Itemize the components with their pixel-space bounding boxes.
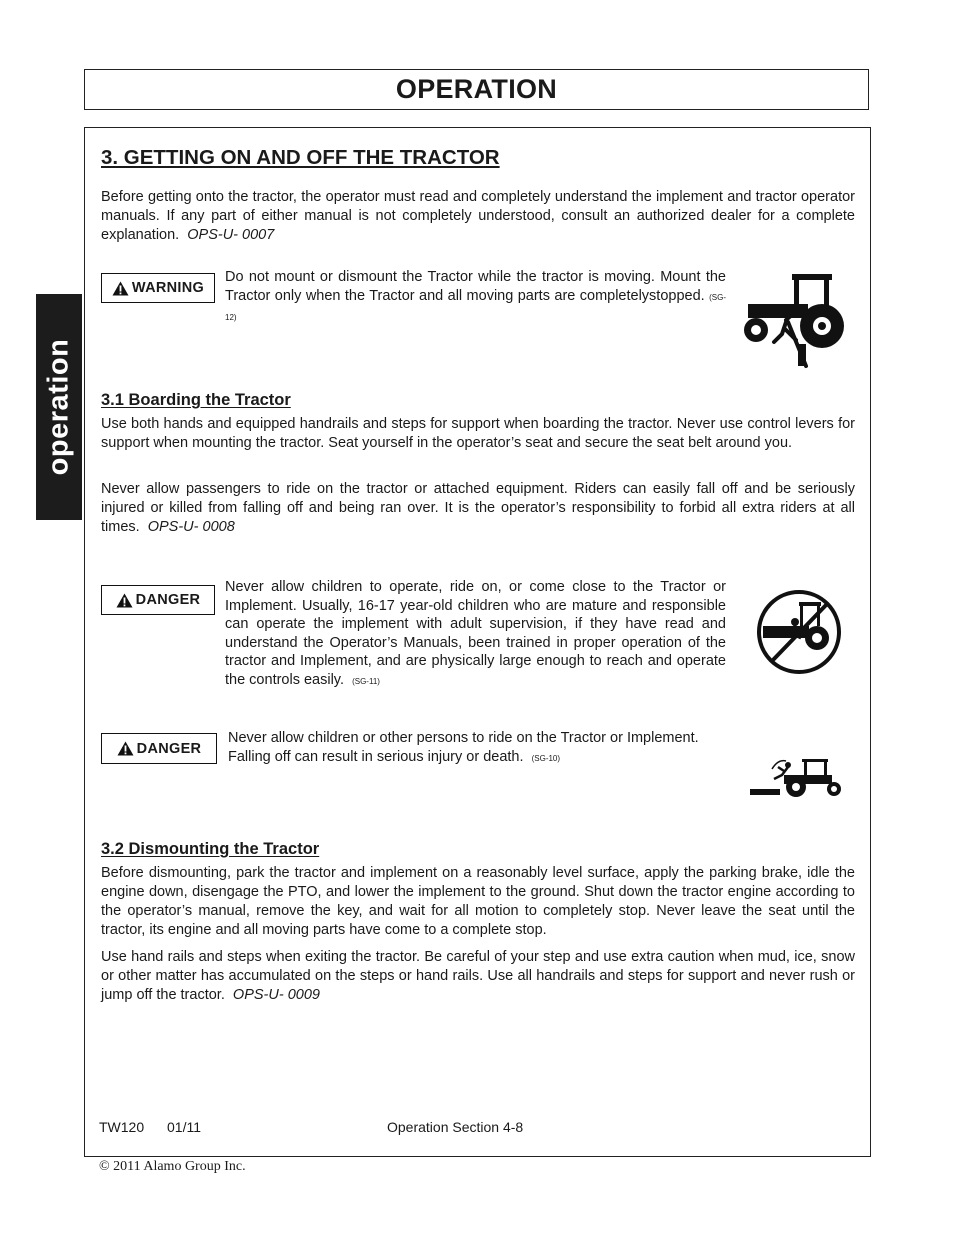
footer-section: Operation Section 4-8 [387,1119,524,1135]
warning-triangle-icon [112,281,129,296]
boarding-p2-text: Never allow passengers to ride on the tractor or attached equipment. Riders can easily fall off and be seriously injured or killed from falling off and being ran over. It is the operator’s responsibility to forbid all extra riders at all times. [101,481,855,535]
side-tab-label: operation [42,338,75,476]
dismounting-paragraph-2 [101,948,855,1005]
warning-label [101,273,215,303]
dismounting-paragraph-1: Before dismounting, park the tractor and implement on a reasonably level surface, apply the parking brake, idle the engine down, disengage the PTO, and lower the implement to the ground. Shut down the tractor engine according to the operator’s manual, remove the key, and wait for all motion to completely stop. Never leave the seat until the tractor, its engine and all moving parts have come to a complete stop. [101,865,855,938]
danger-label-2-text: DANGER [136,740,202,757]
danger-2-ref: (SG-10) [531,753,561,763]
warning-text [225,268,726,328]
danger-label-1 [101,585,215,615]
dismounting-ref: OPS-U- 0009 [232,987,320,1003]
danger-text-2 [228,729,733,768]
copyright: © 2011 Alamo Group Inc. [99,1159,246,1174]
page-header [84,69,869,110]
tractor-dismount-icon [742,268,846,370]
boarding-paragraph-1: Use both hands and equipped handrails and steps for support when boarding the tractor. Never use control levers for support when mounting the tractor. Seat yourself in the operator’s seat and secure the seat belt around you. [101,416,855,451]
intro-text: Before getting onto the tractor, the operator must read and completely understand the implement and tractor operator manuals. If any part of either manual is not completely understood, consult an authorized dealer for a complete explanation. [101,189,855,243]
warning-triangle-icon [116,593,133,608]
warning-body: Do not mount or dismount the Tractor while the tractor is moving. Mount the Tractor only when the Tractor and all moving parts are completelystopped. [225,269,726,304]
side-tab [36,294,82,520]
boarding-paragraph-2 [101,480,855,537]
danger-2-body: Never allow children or other persons to ride on the Tractor or Implement. Falling off can result in serious injury or death. [228,730,699,765]
section-title: 3. GETTING ON AND OFF THE TRACTOR [101,146,500,169]
danger-1-ref: (SG-11) [352,676,380,686]
warning-ref: (SG-12) [225,292,726,322]
danger-1-body: Never allow children to operate, ride on, or come close to the Tractor or Implement. Usually, 16-17 year-old children who are mature and responsible can operate the implement with adult supervision, if they have read and understand the Operator’s Manuals, been trained in proper operation of the tractor and Implement, and are physically large enough to reach and operate the controls easily. [225,579,726,688]
boarding-title: 3.1 Boarding the Tractor [101,391,291,409]
warning-triangle-icon [117,741,134,756]
footer-date: 01/11 [167,1119,201,1135]
no-children-icon [755,588,843,676]
boarding-ref: OPS-U- 0008 [147,519,235,535]
danger-text-1 [225,578,726,691]
dismounting-title: 3.2 Dismounting the Tractor [101,840,320,858]
warning-label-text: WARNING [131,280,205,296]
intro-paragraph [101,188,855,245]
intro-ref: OPS-U- 0007 [187,227,275,243]
footer-model: TW120 [99,1119,145,1135]
dismounting-p2-text: Use hand rails and steps when exiting the tractor. Be careful of your step and use extra caution when mud, ice, snow or other matter has accumulated on the steps or hand rails. Use all handrails and steps for support and never rush or jump off the tractor. [101,949,855,1003]
rider-falling-icon [748,755,846,799]
page-title: OPERATION [395,74,558,104]
danger-label-1-text: DANGER [135,592,201,608]
danger-label-2 [101,733,217,764]
